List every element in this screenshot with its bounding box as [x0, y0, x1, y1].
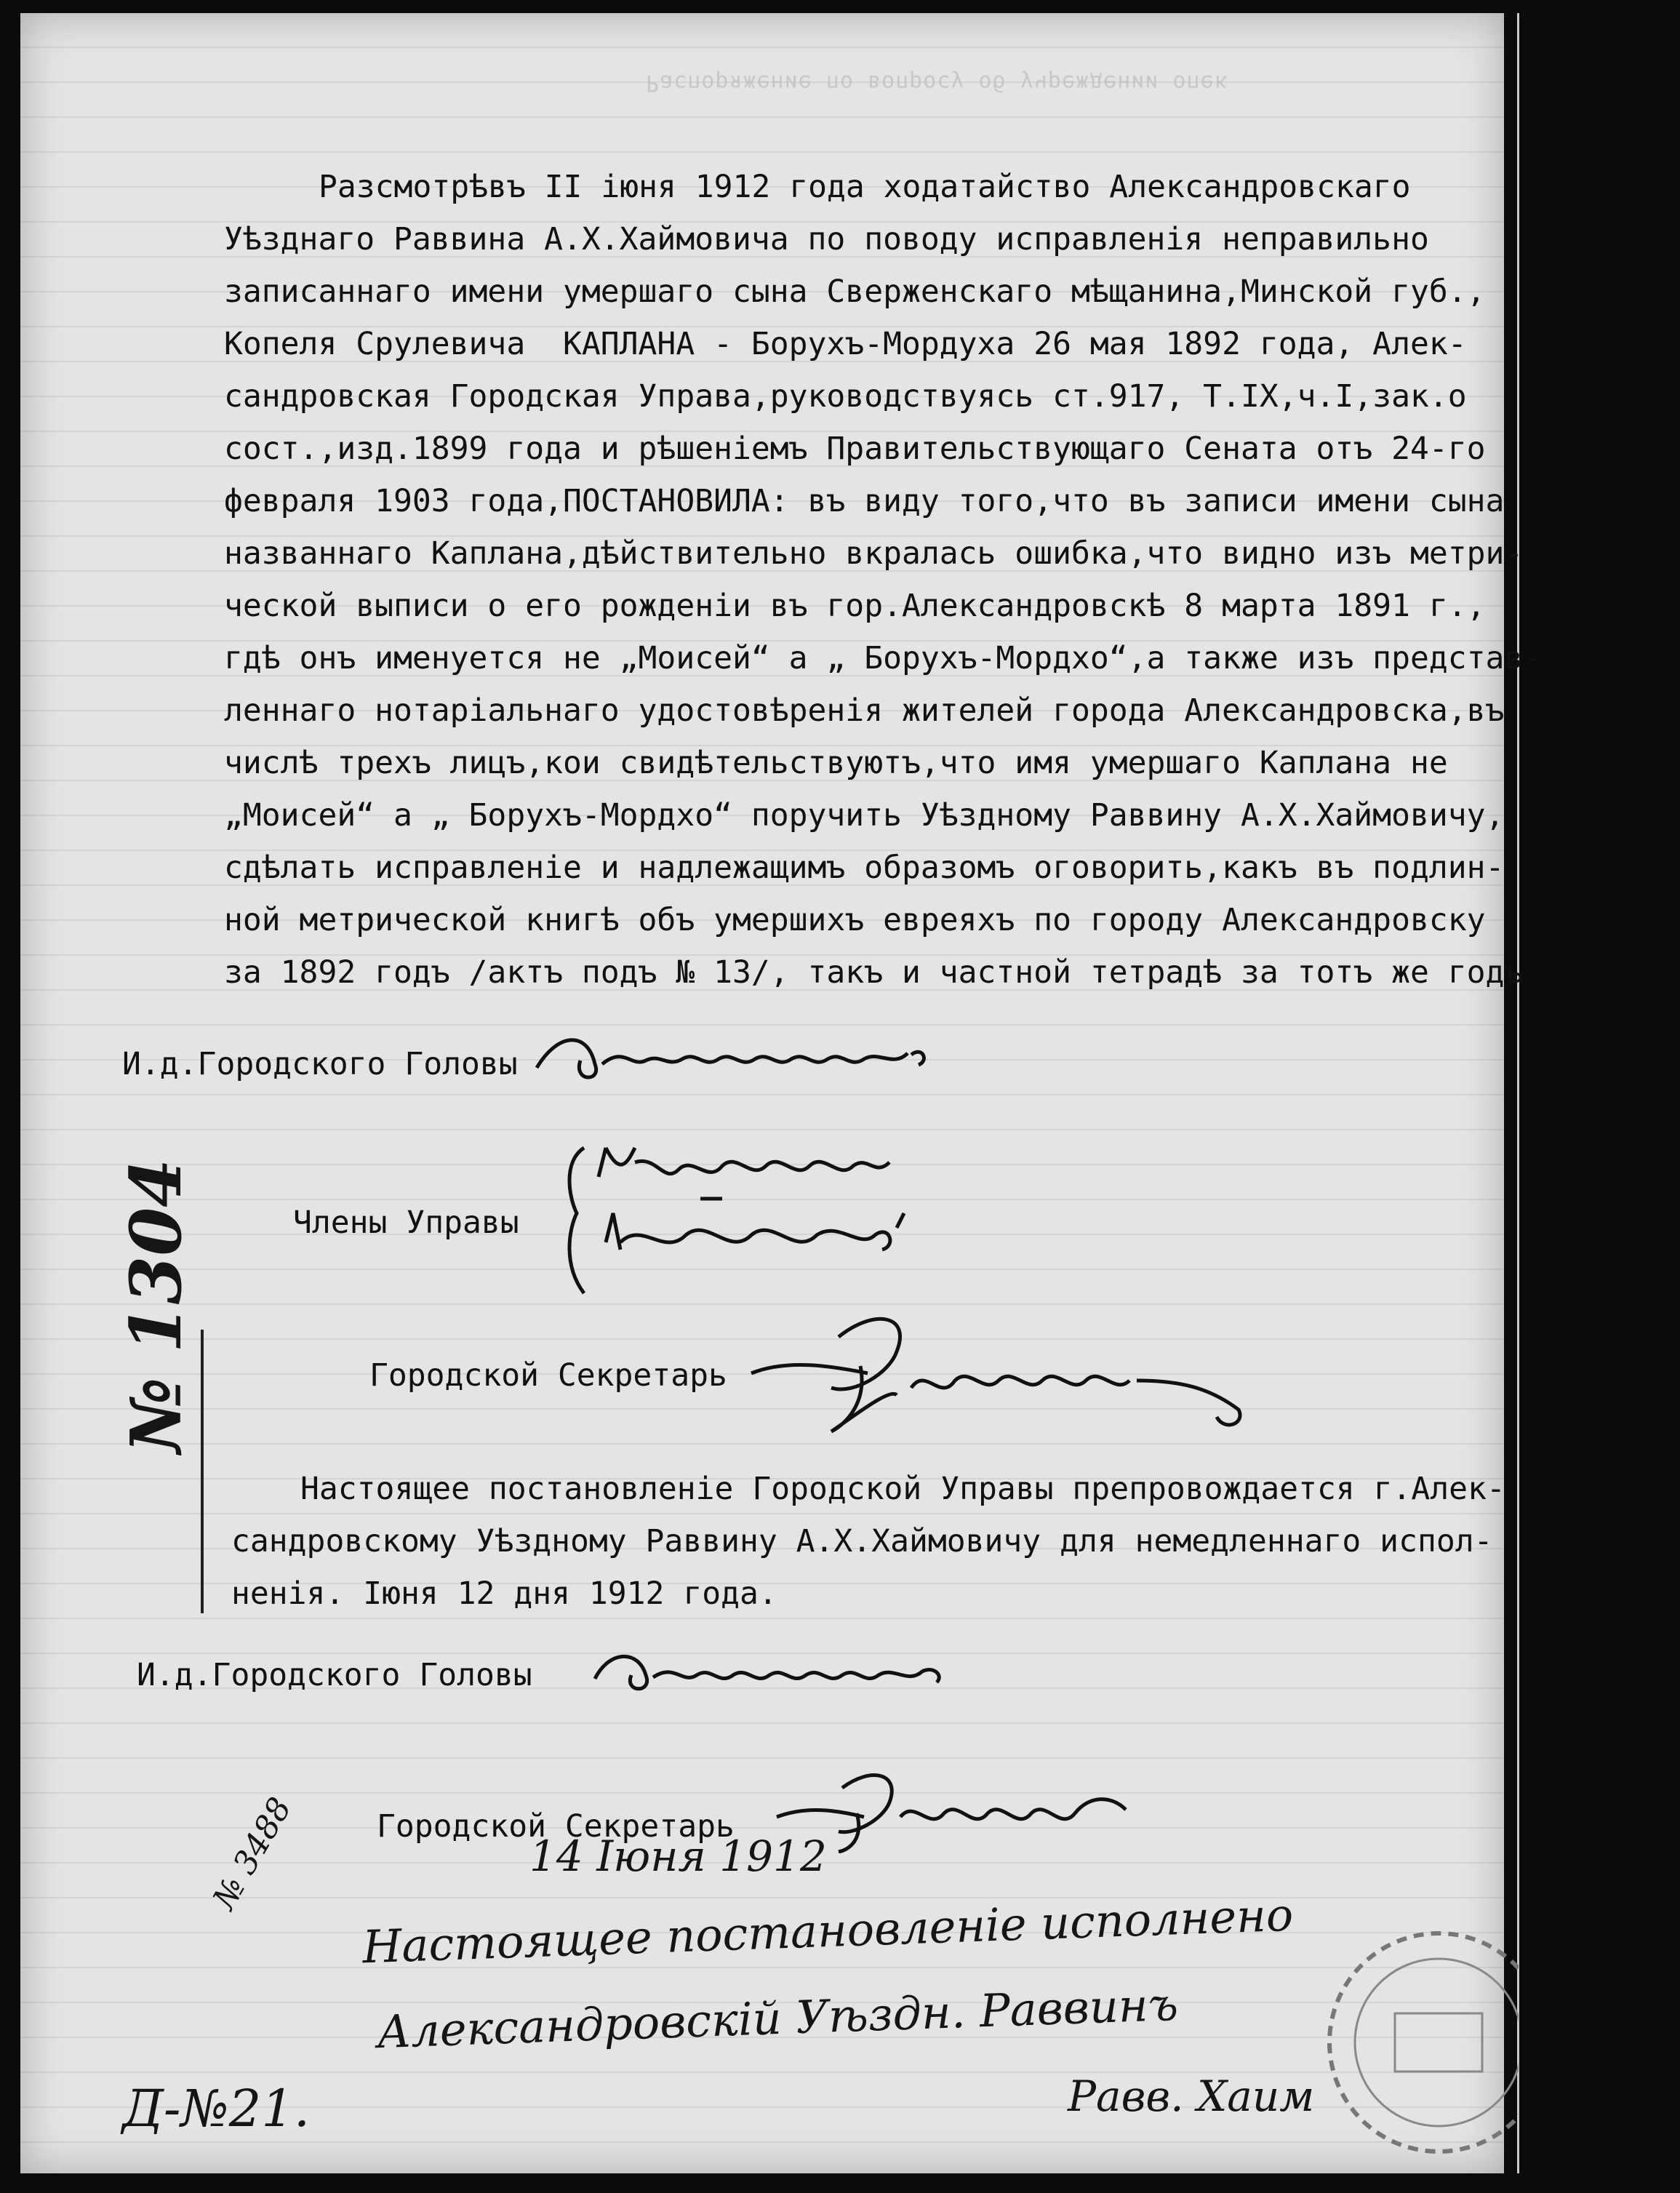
- margin-rule: [201, 1330, 204, 1613]
- body-line-13: „Моисей“ а „ Борухъ-Мордхо“ поручить Уѣздному Раввину А.Х.Хаймовичу,: [224, 797, 1505, 834]
- handwritten-date: 14 Іюня 1912: [529, 1832, 827, 1881]
- forward-line-2: сандровскому Уѣздному Раввину А.Х.Хаймовичу для немедленнаго испол-: [231, 1523, 1493, 1559]
- handwritten-line-2: Александровскій Уѣздн. Раввинъ: [376, 1977, 1180, 2059]
- secretary-signature-top: [744, 1308, 1268, 1453]
- bleed-through-text: Распоряжение по вопросу об учреждении опек: [646, 70, 1228, 95]
- body-line-14: сдѣлать исправленіе и надлежащимъ образомъ оговорить,какъ въ подлин-: [224, 850, 1505, 886]
- mayor-label-bottom: И.д.Городского Головы: [137, 1657, 532, 1693]
- binding-hole: [1533, 122, 1552, 141]
- body-line-7: февраля 1903 года,ПОСТАНОВИЛА: въ виду того,что въ записи имени сына: [224, 483, 1505, 519]
- body-line-3: записаннаго имени умершаго сына Сверженскаго мѣщанина,Минской губ.,: [224, 273, 1486, 310]
- margin-line: [1517, 13, 1519, 2173]
- mayor-signature-bottom: [588, 1642, 966, 1701]
- body-line-10: гдѣ онъ именуется не „Моисей“ а „ Борухъ-Мордхо“,а также изъ представ-: [224, 640, 1543, 676]
- margin-number-vertical: № 1304: [115, 1159, 197, 1453]
- file-mark: Д-№21.: [122, 2079, 311, 2138]
- board-members-label: Члены Управы: [293, 1205, 519, 1241]
- body-line-15: ной метрической книгѣ объ умершихъ евреяхъ по городу Александровску: [224, 902, 1486, 938]
- secretary-label-top: Городской Секретарь: [369, 1357, 727, 1394]
- forward-line-3: ненія. Іюня 12 дня 1912 года.: [231, 1575, 777, 1612]
- document-page: [20, 13, 1543, 2173]
- body-line-5: сандровская Городская Управа,руководствуясь ст.917, Т.IX,ч.I,зак.о: [224, 378, 1467, 415]
- body-line-16: за 1892 годъ /актъ подъ № 13/, такъ и частной тетрадѣ за тотъ же годъ: [224, 954, 1524, 991]
- mayor-label-top: И.д.Городского Головы: [122, 1046, 518, 1082]
- body-line-1: Разсмотрѣвъ II іюня 1912 года ходатайство Александровскаго: [319, 169, 1411, 205]
- board-signatures: [555, 1133, 962, 1308]
- body-line-9: ческой выписи о его рожденіи въ гор.Александровскѣ 8 марта 1891 г.,: [224, 588, 1486, 624]
- binding-hole: [1527, 1541, 1546, 1559]
- binding-hole: [1527, 566, 1546, 585]
- body-line-12: числѣ трехъ лицъ,кои свидѣтельствуютъ,что имя умершаго Каплана не: [224, 745, 1448, 781]
- official-stamp: [1315, 1919, 1519, 2159]
- binding-hole: [1535, 1155, 1553, 1174]
- secretary-label-bottom: Городской Секретарь: [377, 1808, 735, 1845]
- mayor-signature-top: [529, 1024, 937, 1090]
- handwritten-line-1: Настоящее постановленіе исполнено: [361, 1888, 1295, 1974]
- forward-line-1: Настоящее постановленіе Городской Управы препровождается г.Алек-: [300, 1471, 1505, 1507]
- body-line-8: названнаго Каплана,дѣйствительно вкралась ошибка,что видно изъ метри-: [224, 535, 1524, 572]
- margin-number-rotated: № 3488: [206, 1791, 299, 1916]
- rabbi-signature: Равв. Хаим: [1068, 2072, 1315, 2121]
- body-line-6: сост.,изд.1899 года и рѣшеніемъ Правительствующаго Сената отъ 24-го: [224, 431, 1486, 467]
- body-line-2: Уѣзднаго Раввина А.Х.Хаймовича по поводу исправленія неправильно: [224, 221, 1429, 257]
- body-line-11: леннаго нотаріальнаго удостовѣренія жителей города Александровска,въ: [224, 692, 1505, 729]
- body-line-4: Копеля Срулевича КАПЛАНА - Борухъ-Мордуха 26 мая 1892 года, Алек-: [224, 326, 1467, 362]
